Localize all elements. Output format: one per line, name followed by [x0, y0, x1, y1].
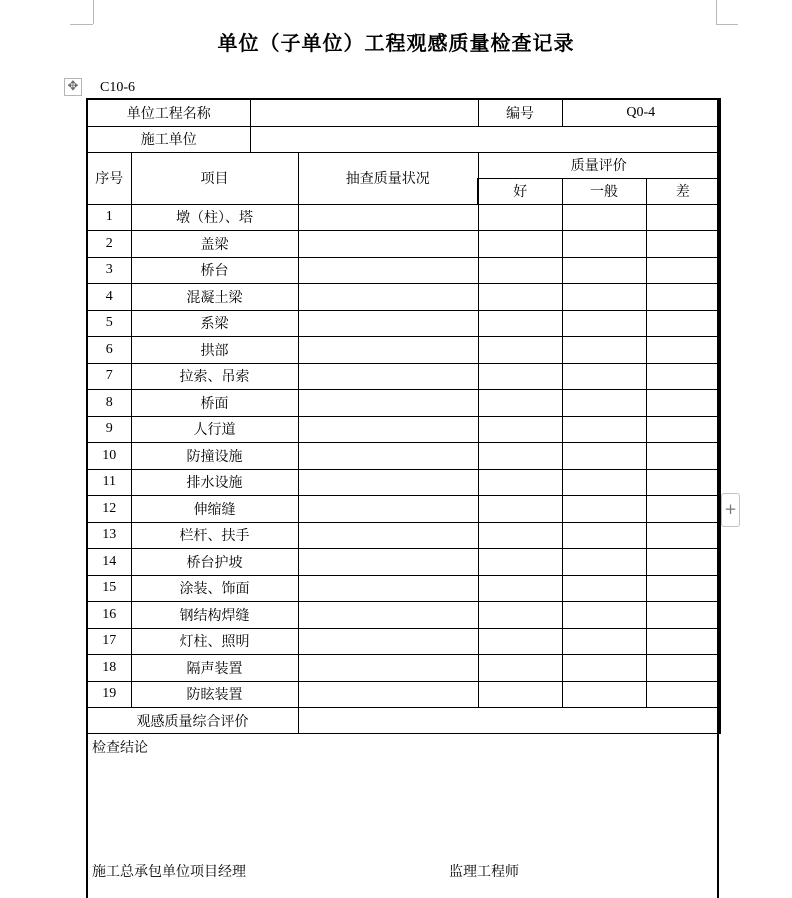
item-name: 系梁	[131, 310, 298, 337]
table-move-handle-icon[interactable]: ✥	[64, 78, 82, 96]
item-status-cell[interactable]	[298, 602, 478, 629]
item-good-cell[interactable]	[478, 575, 562, 602]
conclusion-label: 检查结论	[92, 740, 148, 756]
table-row	[87, 204, 720, 231]
item-poor-cell[interactable]	[646, 496, 720, 523]
item-good-cell[interactable]	[478, 363, 562, 390]
table-row	[87, 628, 720, 655]
item-status-cell[interactable]	[298, 496, 478, 523]
item-number: 9	[87, 416, 131, 443]
item-number: 11	[87, 469, 131, 496]
item-fair-cell[interactable]	[562, 337, 646, 364]
number-label: 编号	[478, 99, 562, 126]
item-number: 10	[87, 443, 131, 470]
item-poor-cell[interactable]	[646, 337, 720, 364]
item-number: 5	[87, 310, 131, 337]
item-poor-cell[interactable]	[646, 575, 720, 602]
inspection-record-table	[86, 98, 721, 734]
col-header-fair: 一般	[562, 178, 646, 204]
item-poor-cell[interactable]	[646, 522, 720, 549]
contractor-value[interactable]	[250, 126, 720, 152]
item-name: 盖梁	[131, 231, 298, 258]
col-header-item: 项目	[131, 152, 298, 204]
summary-value[interactable]	[298, 708, 720, 734]
item-name: 墩（柱）、塔	[131, 204, 298, 231]
item-name: 桥台护坡	[131, 549, 298, 576]
item-good-cell[interactable]	[478, 496, 562, 523]
item-name: 桥台	[131, 257, 298, 284]
item-name: 人行道	[131, 416, 298, 443]
item-status-cell[interactable]	[298, 469, 478, 496]
supervisor-signature-label: 监理工程师	[449, 864, 519, 880]
item-number: 2	[87, 231, 131, 258]
table-row	[87, 390, 720, 417]
item-good-cell[interactable]	[478, 681, 562, 708]
table-row	[87, 443, 720, 470]
item-good-cell[interactable]	[478, 416, 562, 443]
item-good-cell[interactable]	[478, 231, 562, 258]
item-poor-cell[interactable]	[646, 257, 720, 284]
table-row	[87, 655, 720, 682]
document-title: 单位（子单位）工程观感质量检查记录	[217, 31, 575, 55]
item-status-cell[interactable]	[298, 310, 478, 337]
item-fair-cell[interactable]	[562, 681, 646, 708]
item-status-cell[interactable]	[298, 522, 478, 549]
unit-project-name-value[interactable]	[250, 99, 478, 126]
summary-label: 观感质量综合评价	[87, 708, 298, 734]
col-header-rating: 质量评价	[478, 152, 720, 178]
item-number: 3	[87, 257, 131, 284]
item-fair-cell[interactable]	[562, 575, 646, 602]
item-fair-cell[interactable]	[562, 257, 646, 284]
item-status-cell[interactable]	[298, 628, 478, 655]
item-poor-cell[interactable]	[646, 443, 720, 470]
item-number: 16	[87, 602, 131, 629]
col-header-good: 好	[478, 178, 562, 204]
item-name: 钢结构焊缝	[131, 602, 298, 629]
table-row	[87, 363, 720, 390]
crop-mark-top-left	[93, 0, 94, 24]
item-number: 7	[87, 363, 131, 390]
item-good-cell[interactable]	[478, 522, 562, 549]
table-row	[87, 496, 720, 523]
table-row	[87, 575, 720, 602]
item-name: 灯柱、照明	[131, 628, 298, 655]
crop-mark-top-right	[716, 0, 717, 24]
table-row	[87, 284, 720, 311]
item-number: 12	[87, 496, 131, 523]
item-fair-cell[interactable]	[562, 390, 646, 417]
item-status-cell[interactable]	[298, 231, 478, 258]
item-number: 17	[87, 628, 131, 655]
item-status-cell[interactable]	[298, 549, 478, 576]
item-fair-cell[interactable]	[562, 231, 646, 258]
item-name: 拱部	[131, 337, 298, 364]
item-name: 隔声装置	[131, 655, 298, 682]
item-poor-cell[interactable]	[646, 231, 720, 258]
item-fair-cell[interactable]	[562, 469, 646, 496]
unit-project-name-label: 单位工程名称	[87, 99, 250, 126]
table-row	[87, 469, 720, 496]
table-row	[87, 549, 720, 576]
item-poor-cell[interactable]	[646, 204, 720, 231]
item-number: 18	[87, 655, 131, 682]
item-name: 混凝土梁	[131, 284, 298, 311]
item-fair-cell[interactable]	[562, 204, 646, 231]
contractor-label: 施工单位	[87, 126, 250, 152]
item-status-cell[interactable]	[298, 284, 478, 311]
item-poor-cell[interactable]	[646, 310, 720, 337]
item-fair-cell[interactable]	[562, 443, 646, 470]
table-row	[87, 231, 720, 258]
col-header-status: 抽查质量状况	[298, 152, 478, 204]
item-name: 防眩装置	[131, 681, 298, 708]
item-good-cell[interactable]	[478, 655, 562, 682]
item-poor-cell[interactable]	[646, 284, 720, 311]
item-good-cell[interactable]	[478, 257, 562, 284]
item-good-cell[interactable]	[478, 443, 562, 470]
item-number: 6	[87, 337, 131, 364]
item-name: 拉索、吊索	[131, 363, 298, 390]
table-row	[87, 257, 720, 284]
crop-mark-top-right-horizontal	[716, 24, 738, 25]
item-name: 排水设施	[131, 469, 298, 496]
item-name: 伸缩缝	[131, 496, 298, 523]
item-status-cell[interactable]	[298, 363, 478, 390]
item-good-cell[interactable]	[478, 337, 562, 364]
number-value[interactable]: Q0-4	[562, 99, 720, 126]
item-good-cell[interactable]	[478, 204, 562, 231]
item-good-cell[interactable]	[478, 549, 562, 576]
item-name: 防撞设施	[131, 443, 298, 470]
document-code: C10-6	[100, 80, 135, 95]
table-row	[87, 602, 720, 629]
item-status-cell[interactable]	[298, 257, 478, 284]
item-fair-cell[interactable]	[562, 522, 646, 549]
item-number: 8	[87, 390, 131, 417]
table-row	[87, 310, 720, 337]
add-column-plus-icon[interactable]: +	[721, 493, 740, 527]
table-row	[87, 522, 720, 549]
item-fair-cell[interactable]	[562, 310, 646, 337]
item-status-cell[interactable]	[298, 390, 478, 417]
item-good-cell[interactable]	[478, 284, 562, 311]
item-poor-cell[interactable]	[646, 549, 720, 576]
item-status-cell[interactable]	[298, 443, 478, 470]
item-number: 13	[87, 522, 131, 549]
item-number: 15	[87, 575, 131, 602]
item-name: 桥面	[131, 390, 298, 417]
item-good-cell[interactable]	[478, 602, 562, 629]
item-fair-cell[interactable]	[562, 602, 646, 629]
item-fair-cell[interactable]	[562, 284, 646, 311]
item-fair-cell[interactable]	[562, 655, 646, 682]
col-header-seq: 序号	[87, 152, 131, 204]
item-status-cell[interactable]	[298, 575, 478, 602]
item-fair-cell[interactable]	[562, 628, 646, 655]
col-header-poor: 差	[646, 178, 720, 204]
item-number: 14	[87, 549, 131, 576]
item-good-cell[interactable]	[478, 469, 562, 496]
item-name: 涂装、饰面	[131, 575, 298, 602]
item-fair-cell[interactable]	[562, 416, 646, 443]
item-status-cell[interactable]	[298, 337, 478, 364]
item-fair-cell[interactable]	[562, 496, 646, 523]
table-row	[87, 337, 720, 364]
item-name: 栏杆、扶手	[131, 522, 298, 549]
item-number: 1	[87, 204, 131, 231]
item-poor-cell[interactable]	[646, 628, 720, 655]
item-status-cell[interactable]	[298, 416, 478, 443]
contractor-pm-signature-label: 施工总承包单位项目经理	[92, 864, 246, 880]
item-status-cell[interactable]	[298, 655, 478, 682]
item-poor-cell[interactable]	[646, 602, 720, 629]
item-status-cell[interactable]	[298, 681, 478, 708]
table-row	[87, 681, 720, 708]
item-poor-cell[interactable]	[646, 363, 720, 390]
item-poor-cell[interactable]	[646, 655, 720, 682]
item-good-cell[interactable]	[478, 628, 562, 655]
item-good-cell[interactable]	[478, 390, 562, 417]
item-poor-cell[interactable]	[646, 416, 720, 443]
item-poor-cell[interactable]	[646, 390, 720, 417]
item-poor-cell[interactable]	[646, 469, 720, 496]
crop-mark-top-left-horizontal	[70, 24, 93, 25]
item-fair-cell[interactable]	[562, 363, 646, 390]
table-row	[87, 416, 720, 443]
item-fair-cell[interactable]	[562, 549, 646, 576]
item-number: 19	[87, 681, 131, 708]
item-poor-cell[interactable]	[646, 681, 720, 708]
item-number: 4	[87, 284, 131, 311]
item-status-cell[interactable]	[298, 204, 478, 231]
item-good-cell[interactable]	[478, 310, 562, 337]
